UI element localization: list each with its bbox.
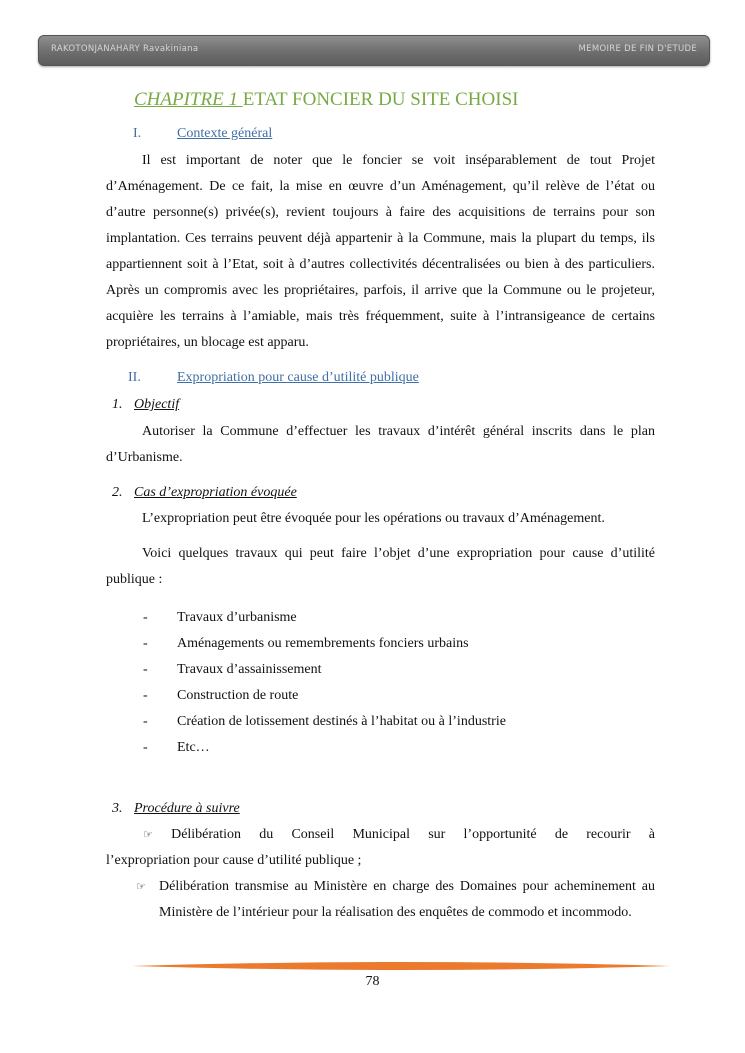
cas-paragraph-1: L’expropriation peut être évoquée pour les opérations ou travaux d’Aménagement. <box>142 511 605 526</box>
subsection-procedure <box>112 801 240 817</box>
pointing-hand-icon: ☞ <box>136 880 146 893</box>
step1-word: Conseil <box>291 827 335 842</box>
step1-word: l’opportunité <box>463 827 537 842</box>
procedure-step-1 <box>106 822 655 874</box>
list-item <box>143 657 506 683</box>
list-item-text: Etc… <box>177 740 210 755</box>
header-doc-type: MEMOIRE DE FIN D'ETUDE <box>578 44 697 54</box>
running-header <box>38 35 710 66</box>
step1-word: de <box>554 827 569 842</box>
step1-word: Délibération <box>171 827 242 842</box>
list-dash: - <box>143 740 148 755</box>
list-dash: - <box>143 688 148 703</box>
list-dash: - <box>143 610 148 625</box>
list-dash: - <box>143 714 148 729</box>
step1-word: à <box>648 827 655 842</box>
list-item <box>143 709 506 735</box>
list-dash: - <box>143 662 148 677</box>
list-item <box>143 631 506 657</box>
procedure-step-1-continuation: l’expropriation pour cause d’utilité publique ; <box>106 853 362 868</box>
chapter-number: CHAPITRE 1 <box>134 89 243 110</box>
list-item-text: Construction de route <box>177 688 299 703</box>
section-1-numeral: I. <box>133 126 142 141</box>
list-item <box>143 683 506 709</box>
subsection-cas-title: Cas d’expropriation évoquée <box>134 485 297 500</box>
page-number: 78 <box>365 974 380 989</box>
list-item-text: Aménagements ou remembrements fonciers urbains <box>177 636 469 651</box>
footer-swoosh-decoration <box>132 958 670 974</box>
section-1-paragraph: Il est important de noter que le foncier se voit inséparablement de tout Projet d’Aménagement. De ce fait, la mise en œuvre d’un Aménagement, qu’il relève de l’état ou d’autre personne(s) privée(s), revient toujours à faire des acquisitions de terrains pour son implantation. Ces terrains peuvent déjà appartenir à la Commune, mais la plupart du temps, ils appartiennent soit à l’Etat, soit à d’autres collectivités décentralisées ou bien à des particuliers. Après un compromis avec les propriétaires, parfois, il arrive que la Commune ou le projeteur, acquière les terrains à l’amiable, mais très fréquemment, suite à l’intransigeance de certains propriétaires, un blocage est apparu. <box>106 153 655 350</box>
section-1-title: Contexte général <box>177 126 273 141</box>
section-2-numeral: II. <box>128 370 141 385</box>
list-item-text: Travaux d’assainissement <box>177 662 322 677</box>
procedure-step-2-text: Délibération transmise au Ministère en charge des Domaines pour acheminement au Ministère de l’intérieur pour la réalisation des enquêtes de commodo et incommodo. <box>159 879 655 920</box>
list-item-text: Travaux d’urbanisme <box>177 610 297 625</box>
chapter-heading <box>134 89 518 111</box>
subsection-objectif <box>112 397 179 413</box>
pointing-hand-icon: ☞ <box>143 828 153 841</box>
cas-paragraph-2: Voici quelques travaux qui peut faire l’objet d’une expropriation pour cause d’utilité publique : <box>106 546 655 587</box>
subsection-objectif-number: 1. <box>112 397 123 412</box>
objectif-paragraph: Autoriser la Commune d’effectuer les travaux d’intérêt général inscrits dans le plan d’Urbanisme. <box>106 424 655 465</box>
section-2-title: Expropriation pour cause d’utilité publique <box>177 370 419 385</box>
subsection-cas <box>112 485 297 501</box>
step1-word: du <box>259 827 274 842</box>
procedure-step-1-line <box>106 822 655 848</box>
list-item <box>143 735 506 761</box>
step1-word: Municipal <box>352 827 410 842</box>
list-dash: - <box>143 636 148 651</box>
subsection-cas-number: 2. <box>112 485 123 500</box>
list-item-text: Création de lotissement destinés à l’habitat ou à l’industrie <box>177 714 506 729</box>
procedure-step-2 <box>136 874 655 926</box>
chapter-title: ETAT FONCIER DU SITE CHOISI <box>242 89 519 110</box>
subsection-procedure-title: Procédure à suivre <box>134 801 240 816</box>
header-author: RAKOTONJANAHARY Ravakiniana <box>51 44 199 54</box>
list-item <box>143 605 506 631</box>
subsection-objectif-title: Objectif <box>134 397 180 412</box>
step1-word: sur <box>428 827 446 842</box>
step1-word: recourir <box>586 827 631 842</box>
subsection-procedure-number: 3. <box>112 801 123 816</box>
travaux-list <box>143 605 506 761</box>
